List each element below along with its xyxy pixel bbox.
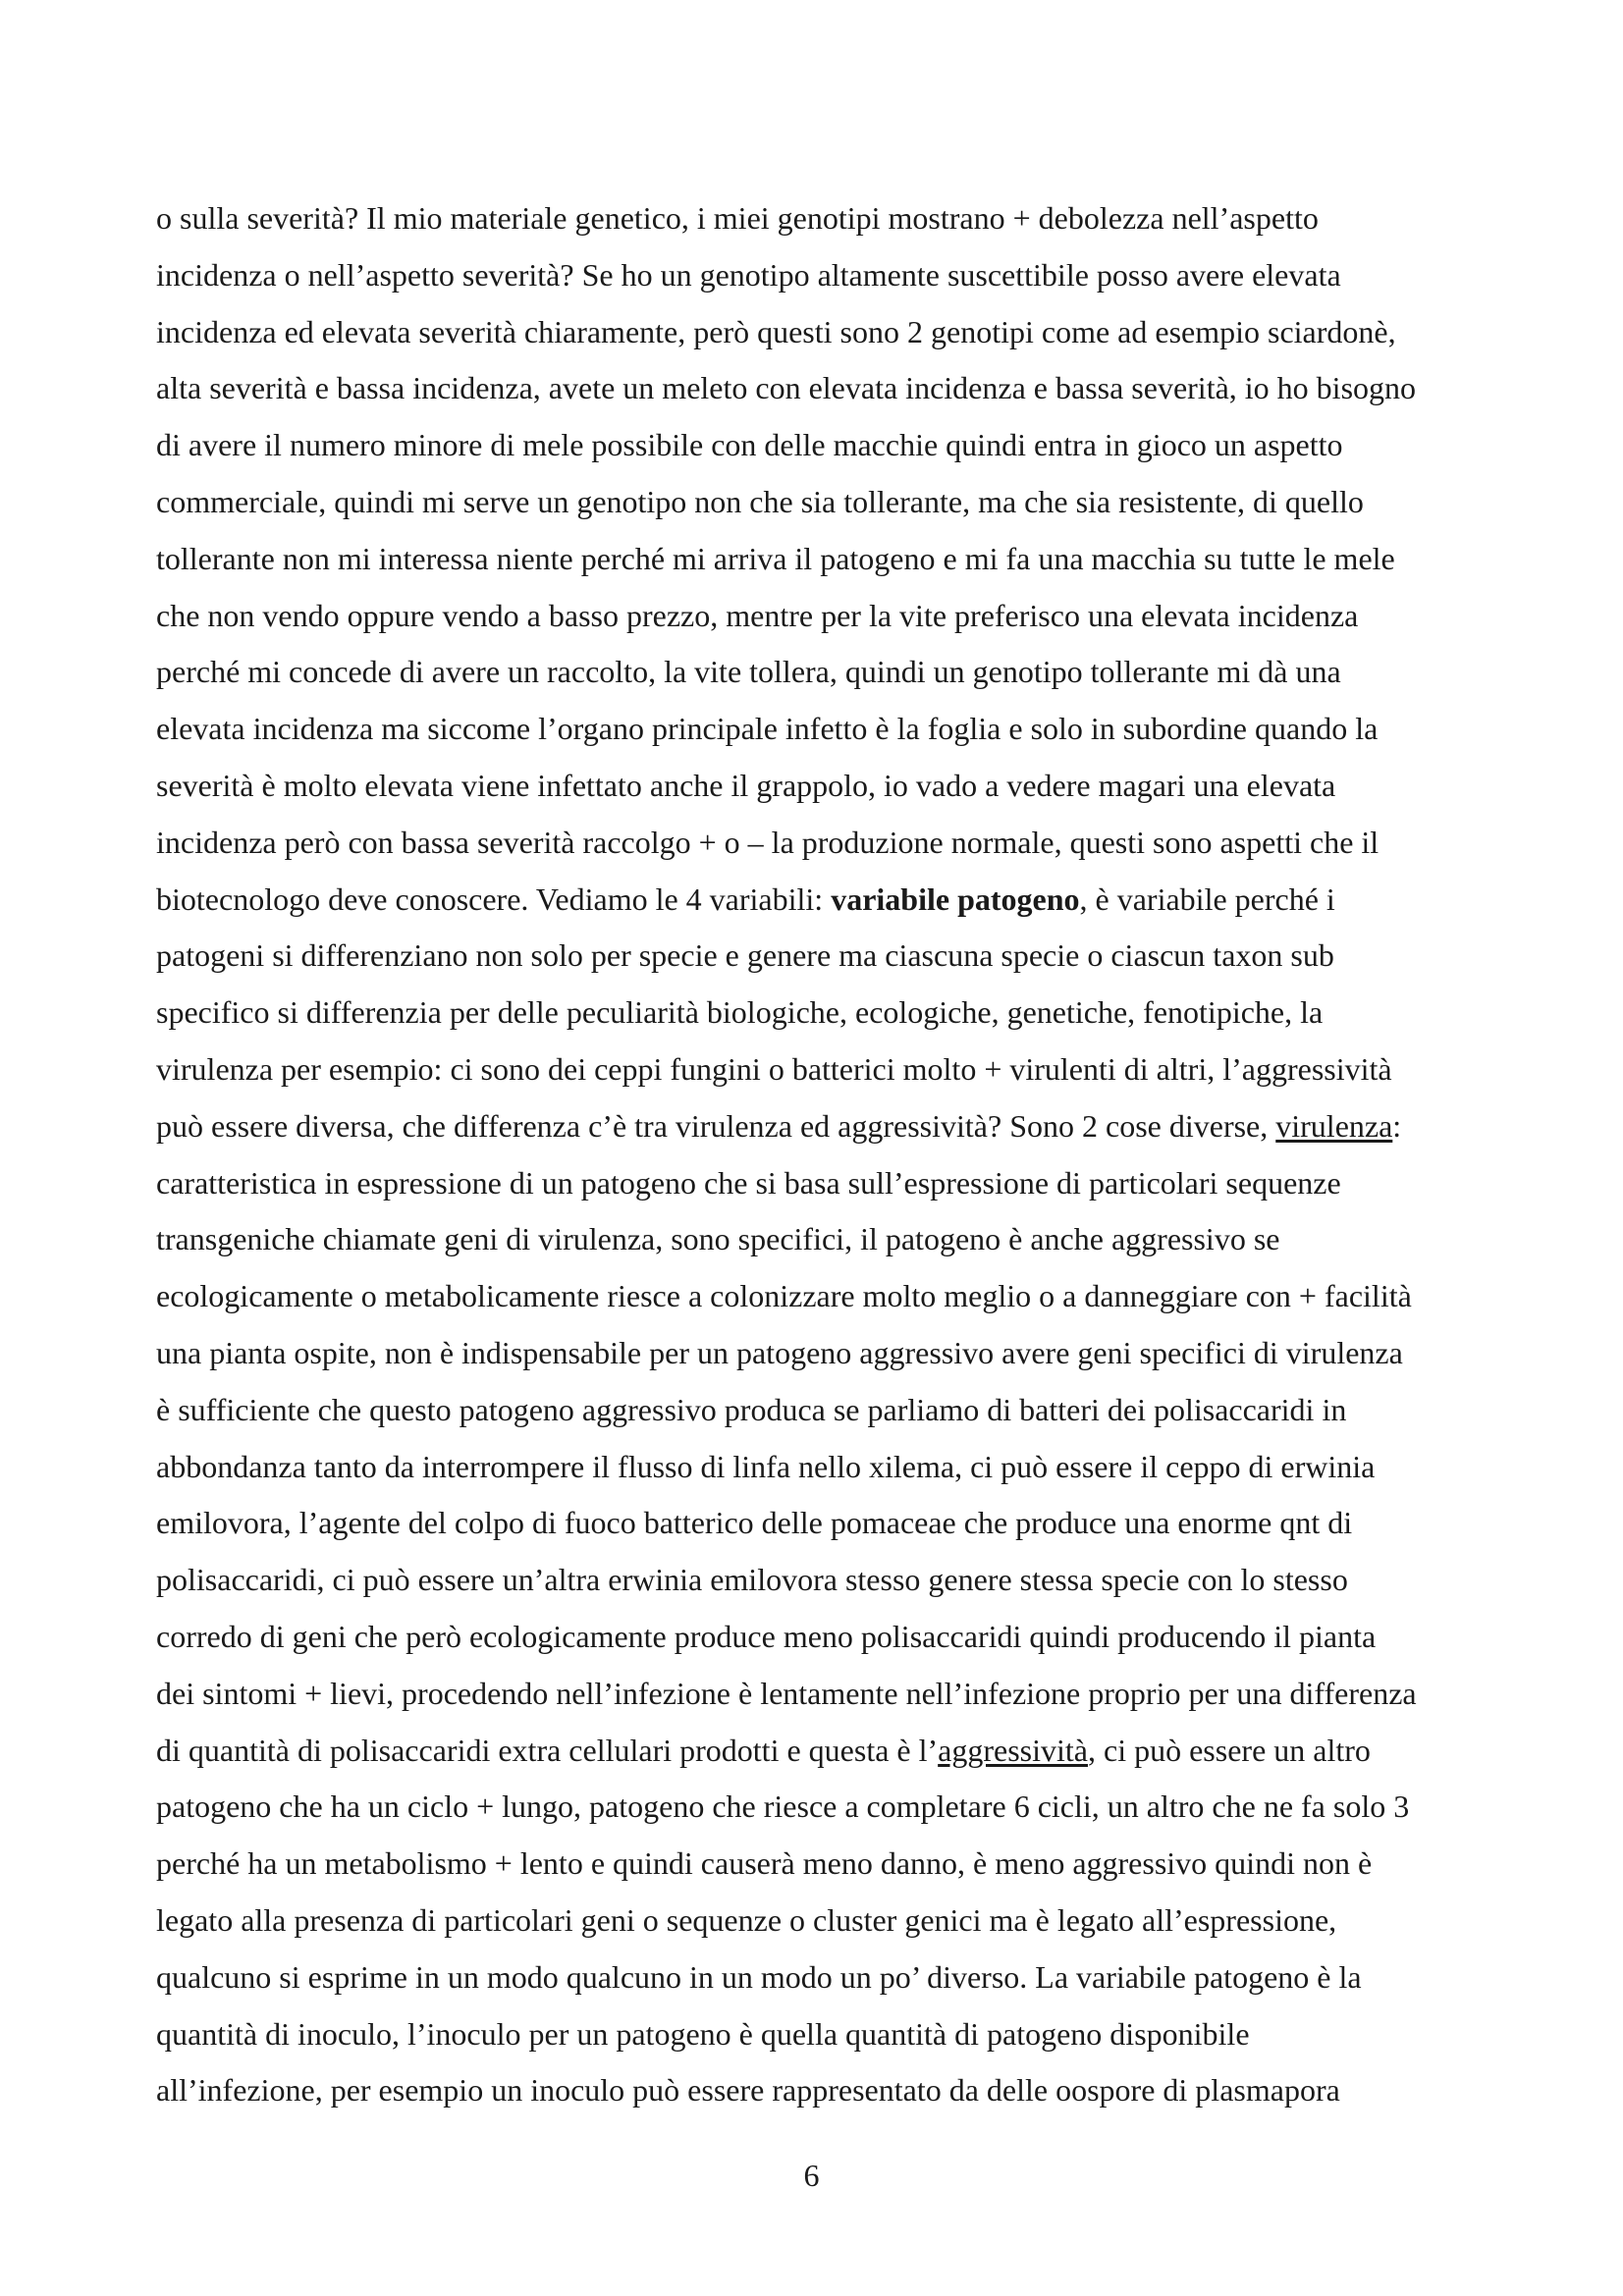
text-segment: : bbox=[1392, 1107, 1402, 1144]
text-line: alta severità e bassa incidenza, avete un meleto con elevata incidenza e bassa severità, io ho bisogno bbox=[156, 370, 1417, 406]
text-segment: , è variabile perché i bbox=[1079, 881, 1335, 917]
text-line: caratteristica in espressione di un patogeno che si basa sull’espressione di particolari sequenze bbox=[156, 1164, 1341, 1201]
text-line: ecologicamente o metabolicamente riesce a colonizzare molto meglio o a danneggiare con + facilità bbox=[156, 1278, 1412, 1314]
text-segment: può essere diversa, che differenza c’è tra virulenza ed aggressività? Sono 2 cose diverse, bbox=[156, 1107, 1276, 1144]
text-line: elevata incidenza ma siccome l’organo principale infetto è la foglia e solo in subordine quando la bbox=[156, 711, 1379, 747]
body-paragraph bbox=[156, 190, 1482, 2119]
text-line: dei sintomi + lievi, procedendo nell’infezione è lentamente nell’infezione proprio per una differenza bbox=[156, 1675, 1417, 1711]
text-line: che non vendo oppure vendo a basso prezzo, mentre per la vite preferisco una elevata incidenza bbox=[156, 597, 1359, 633]
text-line: una pianta ospite, non è indispensabile per un patogeno aggressivo avere geni specifici di virulenza bbox=[156, 1334, 1403, 1370]
text-line: tollerante non mi interessa niente perché mi arriva il patogeno e mi fa una macchia su tutte le mele bbox=[156, 540, 1395, 576]
text-line: severità è molto elevata viene infettato anche il grappolo, io vado a vedere magari una elevata bbox=[156, 767, 1336, 803]
underlined-term-aggressivita: aggressività bbox=[938, 1732, 1088, 1768]
text-line: perché ha un metabolismo + lento e quindi causerà meno danno, è meno aggressivo quindi non è bbox=[156, 1845, 1373, 1882]
text-segment: di quantità di polisaccaridi extra cellulari prodotti e questa è l’ bbox=[156, 1732, 939, 1768]
text-line: emilovora, l’agente del colpo di fuoco batterico delle pomaceae che produce una enorme qnt di bbox=[156, 1505, 1353, 1541]
text-line: legato alla presenza di particolari geni o sequenze o cluster genici ma è legato all’espressione, bbox=[156, 1901, 1337, 1938]
text-line: incidenza però con bassa severità raccolgo + o – la produzione normale, questi sono aspetti che il bbox=[156, 824, 1380, 860]
text-line: transgeniche chiamate geni di virulenza, sono specifici, il patogeno è anche aggressivo se bbox=[156, 1221, 1280, 1257]
text-line: quantità di inoculo, l’inoculo per un patogeno è quella quantità di patogeno disponibile bbox=[156, 2015, 1250, 2052]
underlined-term-virulenza: virulenza bbox=[1275, 1107, 1393, 1144]
page-number: 6 bbox=[803, 2158, 820, 2193]
text-line: all’infezione, per esempio un inoculo può essere rappresentato da delle oospore di plasmapora bbox=[156, 2072, 1340, 2109]
text-line: abbondanza tanto da interrompere il flusso di linfa nello xilema, ci può essere il ceppo di erwinia bbox=[156, 1448, 1376, 1484]
text-segment: biotecnologo deve conoscere. Vediamo le 4 variabili: bbox=[156, 881, 832, 917]
text-line: incidenza o nell’aspetto severità? Se ho un genotipo altamente suscettibile posso avere elevata bbox=[156, 256, 1341, 293]
text-line: incidenza ed elevata severità chiaramente, però questi sono 2 genotipi come ad esempio sciardonè, bbox=[156, 313, 1396, 349]
text-line: polisaccaridi, ci può essere un’altra erwinia emilovora stesso genere stessa specie con lo stesso bbox=[156, 1562, 1348, 1598]
text-line: o sulla severità? Il mio materiale genetico, i miei genotipi mostrano + debolezza nell’aspetto bbox=[156, 200, 1319, 236]
text-line: patogeni si differenziano non solo per specie e genere ma ciascuna specie o ciascun taxon sub bbox=[156, 937, 1334, 974]
text-segment: , ci può essere un altro bbox=[1088, 1732, 1371, 1768]
text-line bbox=[156, 872, 1482, 929]
text-line bbox=[156, 1098, 1482, 1155]
bold-term-variabile-patogeno: variabile patogeno bbox=[831, 881, 1080, 917]
text-line: corredo di geni che però ecologicamente produce meno polisaccaridi quindi producendo il pianta bbox=[156, 1618, 1377, 1654]
text-line: di avere il numero minore di mele possibile con delle macchie quindi entra in gioco un aspetto bbox=[156, 427, 1343, 463]
text-line: patogeno che ha un ciclo + lungo, patogeno che riesce a completare 6 cicli, un altro che ne fa solo 3 bbox=[156, 1789, 1410, 1825]
text-line: specifico si differenzia per delle peculiarità biologiche, ecologiche, genetiche, fenotipiche, la bbox=[156, 994, 1324, 1031]
text-line: commerciale, quindi mi serve un genotipo non che sia tollerante, ma che sia resistente, di quello bbox=[156, 483, 1364, 519]
text-line: è sufficiente che questo patogeno aggressivo produca se parliamo di batteri dei polisaccaridi in bbox=[156, 1391, 1347, 1427]
text-line: qualcuno si esprime in un modo qualcuno in un modo un po’ diverso. La variabile patogeno è la bbox=[156, 1958, 1362, 1995]
text-line: perché mi concede di avere un raccolto, la vite tollera, quindi un genotipo tollerante mi dà una bbox=[156, 654, 1341, 690]
text-line bbox=[156, 1723, 1482, 1780]
text-line: virulenza per esempio: ci sono dei ceppi fungini o batterici molto + virulenti di altri, l’aggressività bbox=[156, 1050, 1392, 1087]
